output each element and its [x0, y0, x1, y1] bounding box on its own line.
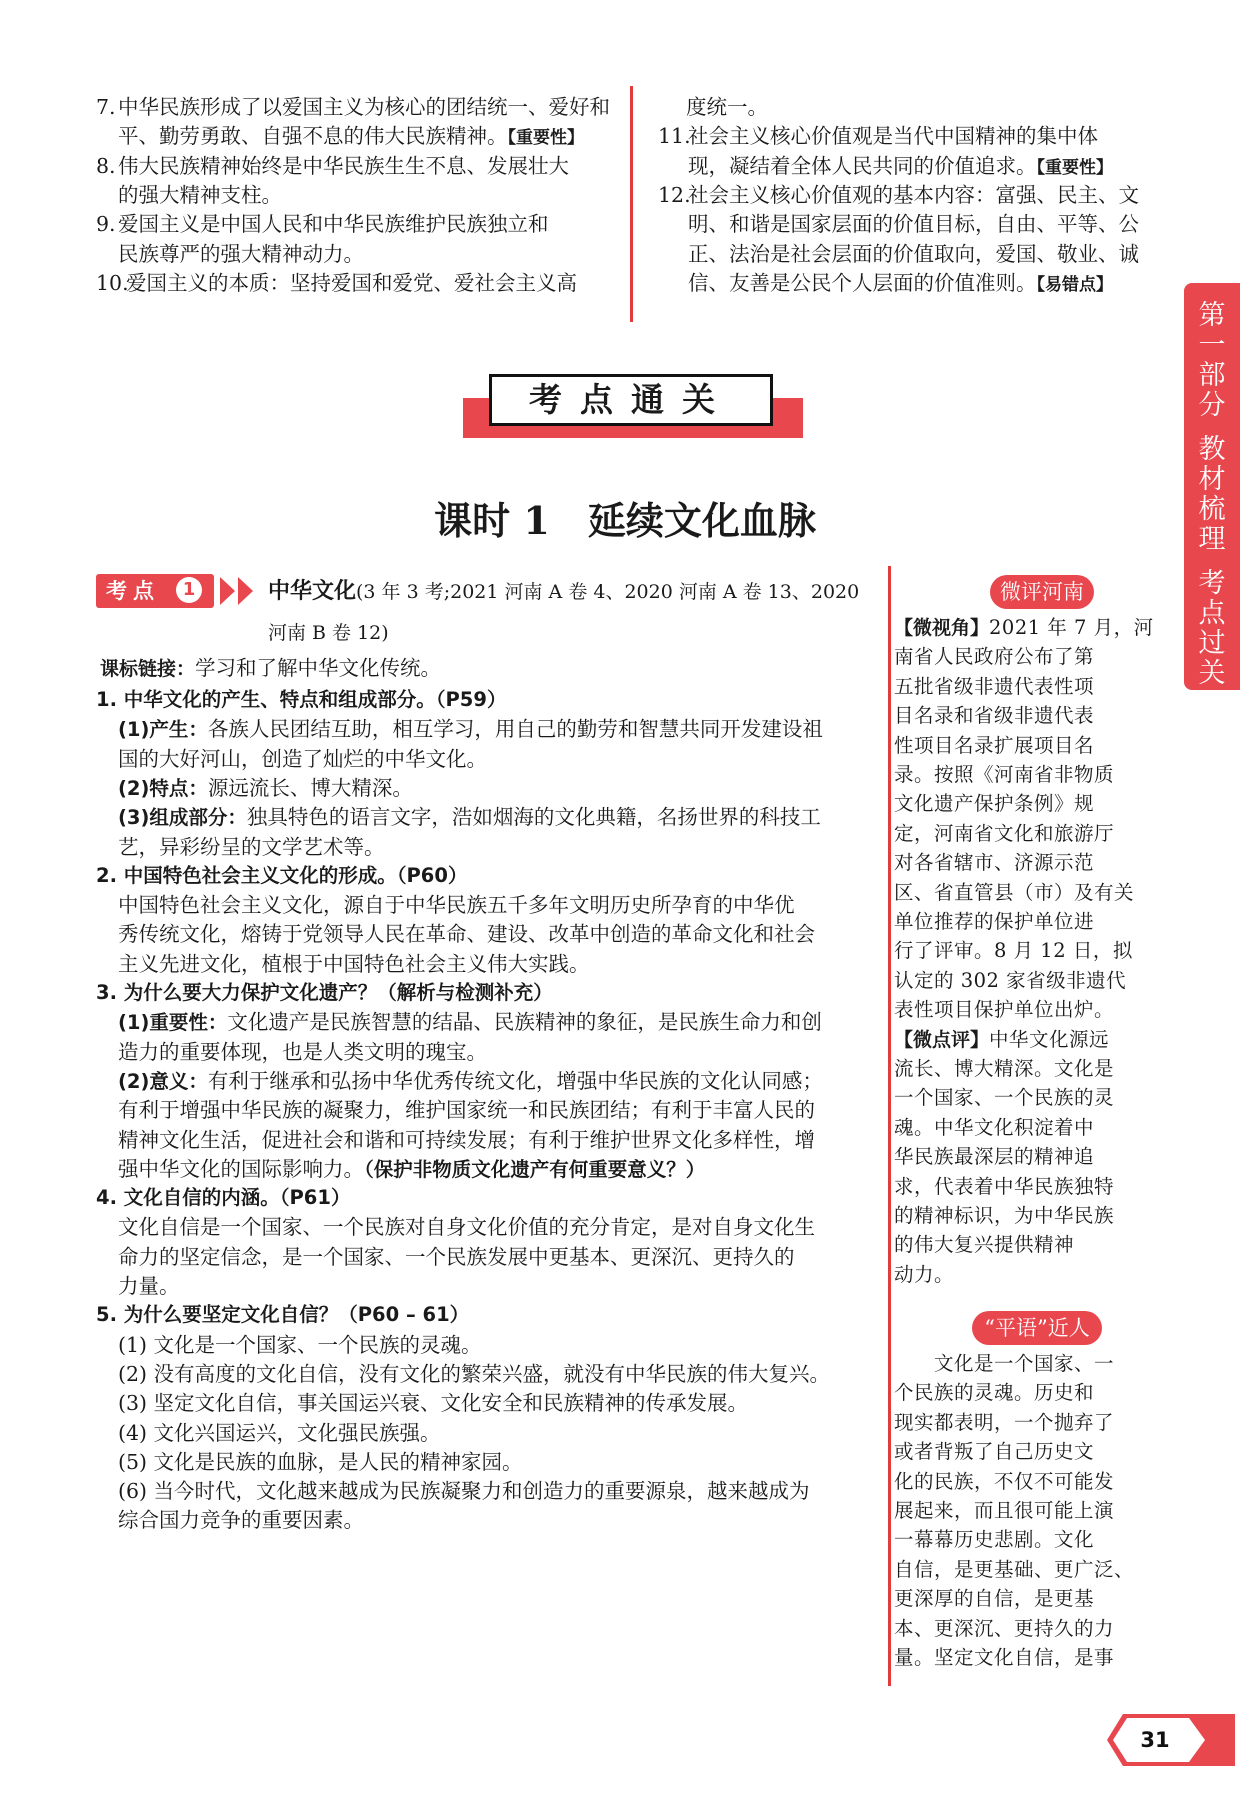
point-text: 有利于继承和弘扬中华优秀传统文化，增强中华民族的文化认同感； — [207, 1068, 823, 1093]
sidebar-line — [894, 995, 1170, 1024]
sidebar-text: 动力。 — [894, 1262, 955, 1286]
sidebar-quote-line: 量。坚定文化自信，是事 — [894, 1646, 1115, 1669]
sidebar-text: 定，河南省文化和旅游厅 — [894, 821, 1115, 845]
point-label: (1)重要性： — [118, 1011, 228, 1035]
top-right-line — [658, 266, 1113, 302]
kaodian-title: 中华文化 — [268, 579, 357, 604]
kaodian-source-cont: 河南 B 卷 12) — [268, 622, 389, 644]
item-text: 现，凝结着全体人民共同的价值追求。 — [688, 153, 1037, 178]
side-tab-char: 考 — [1198, 568, 1226, 599]
sidebar-quote-line: 化的民族，不仅不可能发 — [894, 1469, 1115, 1493]
sidebar-line — [894, 1113, 1170, 1142]
content-line: 命力的坚定信念，是一个国家、一个民族发展中更基本、更深沉、更持久的 — [118, 1244, 795, 1269]
sidebar-line — [894, 613, 1170, 643]
kaodian-number: 1 — [176, 577, 202, 603]
side-tab-char: 关 — [1198, 658, 1226, 689]
point-label: (3)组成部分： — [118, 806, 247, 830]
sidebar-quote-line: 文化是一个国家、一 — [894, 1352, 1115, 1375]
kaodian-heading — [268, 574, 859, 609]
sidebar-text: 华民族最深层的精神追 — [894, 1145, 1095, 1169]
point-label: (2)意义： — [118, 1069, 208, 1093]
sidebar-quote-line: 展起来，而且很可能上演 — [894, 1499, 1115, 1522]
sidebar-text: 对各省辖市、济源示范 — [894, 851, 1095, 875]
sidebar-text: 录。按照《河南省非物质 — [894, 763, 1115, 786]
sidebar-text: 南省人民政府公布了第 — [894, 645, 1095, 669]
item-text: 民族尊严的强大精神动力。 — [118, 241, 364, 266]
item-tag: 【易错点】 — [1036, 274, 1113, 295]
content-line: (1) 文化是一个国家、一个民族的灵魂。 — [118, 1332, 482, 1357]
content-line: (5) 文化是民族的血脉，是人民的精神家园。 — [118, 1449, 523, 1474]
side-tab-char: 材 — [1198, 464, 1226, 495]
sidebar-line — [894, 1260, 1170, 1289]
content-line: 艺，异彩纷呈的文学艺术等。 — [118, 834, 385, 859]
content-line: 精神文化生活，促进社会和谐和可持续发展；有利于维护世界文化多样性，增 — [118, 1127, 815, 1152]
item-text: 社会主义核心价值观是当代中国精神的集中体 — [688, 124, 1098, 149]
continuation-text: 度统一。 — [686, 95, 768, 119]
point-label: (2)特点： — [118, 776, 208, 800]
item-number: 8. — [96, 153, 116, 178]
side-tab-char: 理 — [1198, 524, 1226, 555]
content-line: 造力的重要体现，也是人类文明的瑰宝。 — [118, 1039, 487, 1064]
sidebar-text: 流长、博大精深。文化是 — [894, 1057, 1115, 1080]
kebiao-text: 学习和了解中华文化传统。 — [195, 656, 442, 680]
side-tab-char: 第 — [1198, 300, 1226, 331]
item-number: 7. — [96, 95, 116, 119]
extra-question: （保护非物质文化遗产有何重要意义？） — [364, 1157, 706, 1181]
item-text: 信、友善是公民个人层面的价值准则。 — [688, 270, 1037, 295]
sidebar-text: 目名录和省级非遗代表 — [894, 704, 1095, 728]
sidebar-text: 五批省级非遗代表性项 — [894, 674, 1095, 698]
sidebar-pill-pingyu: “平语”近人 — [972, 1311, 1102, 1345]
sidebar-quote-line: 本、更深沉、更持久的力 — [894, 1616, 1115, 1640]
sidebar-line — [894, 1230, 1170, 1259]
item-tag: 【重要性】 — [507, 128, 584, 149]
sidebar-line — [894, 1172, 1170, 1201]
sidebar-text: 行了评审。8 月 12 日，拟 — [894, 939, 1133, 963]
section-heading: 1. 中华文化的产生、特点和组成部分。（P59） — [96, 688, 507, 711]
sidebar-line — [894, 1054, 1170, 1083]
sidebar-line — [894, 848, 1170, 877]
item-text: 社会主义核心价值观的基本内容：富强、民主、文 — [688, 182, 1139, 207]
item-text: 平、勤劳勇敢、自强不息的伟大民族精神。 — [118, 124, 508, 149]
sidebar-text: 的精神标识，为中华民族 — [894, 1204, 1115, 1227]
content-line: 有利于增强中华民族的凝聚力，维护国家统一和民族团结；有利于丰富人民的 — [118, 1098, 815, 1123]
sidebar-divider — [888, 566, 891, 1686]
sidebar-line — [894, 672, 1170, 701]
sidebar-line — [894, 1025, 1170, 1055]
side-tab-char: 过 — [1198, 628, 1226, 659]
sidebar-text: 认定的 302 家省级非遗代 — [894, 968, 1127, 992]
sidebar-line — [894, 1142, 1170, 1171]
sidebar-text: 表性项目保护单位出炉。 — [894, 998, 1115, 1022]
sidebar-line — [894, 760, 1170, 789]
item-text: 中华民族形成了以爱国主义为核心的团结统一、爱好和 — [118, 95, 610, 119]
content-line: 文化自信是一个国家、一个民族对自身文化价值的充分肯定，是对自身文化生 — [118, 1215, 815, 1240]
side-tab-char: 分 — [1198, 390, 1226, 421]
sidebar-quote-line: 个民族的灵魂。历史和 — [894, 1381, 1095, 1405]
content-line: 秀传统文化，熔铸于党领导人民在革命、建设、改革中创造的革命文化和社会 — [118, 922, 815, 947]
sidebar-text: 性项目名录扩展项目名 — [894, 733, 1095, 757]
kaodian-source: (3 年 3 考;2021 河南 A 卷 4、2020 河南 A 卷 13、2020 — [356, 581, 860, 603]
sidebar-quote-line: 一幕幕历史悲剧。文化 — [894, 1528, 1095, 1552]
sidebar-line — [894, 819, 1170, 848]
banner-title: 考点通关 — [529, 380, 733, 419]
sidebar-bracket-label: 【微点评】 — [894, 1028, 990, 1051]
content-line: 综合国力竞争的重要因素。 — [118, 1508, 364, 1533]
content-line: 力量。 — [118, 1274, 180, 1298]
side-tab-char: 教 — [1198, 434, 1226, 465]
item-number: 12. — [658, 182, 691, 207]
sidebar-text: 文化遗产保护条例》规 — [894, 792, 1095, 816]
content-line: (3) 坚定文化自信，事关国运兴衰、文化安全和民族精神的传承发展。 — [118, 1391, 749, 1416]
content-line: (6) 当今时代，文化越来越成为民族凝聚力和创造力的重要源泉，越来越成为 — [118, 1479, 810, 1504]
sidebar-quote-line: 或者背叛了自己历史文 — [894, 1440, 1095, 1464]
item-tag: 【重要性】 — [1036, 157, 1113, 178]
kebiao-label: 课标链接： — [100, 658, 196, 680]
sidebar-line — [894, 936, 1170, 965]
point-label: (1)产生： — [118, 718, 208, 742]
item-number: 11. — [658, 124, 691, 149]
item-text: 正、法治是社会层面的价值取向，爱国、敬业、诚 — [688, 241, 1139, 266]
kebiao-link — [100, 651, 441, 686]
page-number: 31 — [1140, 1728, 1170, 1752]
section-heading: 4. 文化自信的内涵。（P61） — [96, 1186, 351, 1210]
sidebar-line — [894, 789, 1170, 818]
sidebar-line — [894, 701, 1170, 730]
sidebar-text: 2021 年 7 月，河 — [989, 616, 1154, 639]
sidebar-quote-line: 自信，是更基础、更广泛、 — [894, 1557, 1135, 1581]
sidebar-quote-line: 更深厚的自信，是更基 — [894, 1587, 1095, 1611]
side-tab-char: 点 — [1198, 598, 1226, 629]
point-text: 各族人民团结互助，相互学习，用自己的勤劳和智慧共同开发建设祖 — [207, 717, 823, 742]
sidebar-text: 魂。中华文化积淀着中 — [894, 1115, 1095, 1139]
lesson-title: 课时 1 延续文化血脉 — [434, 498, 816, 543]
item-number: 9. — [96, 212, 116, 237]
item-text: 爱国主义的本质：坚持爱国和爱党、爱社会主义高 — [126, 270, 577, 295]
sidebar-line — [894, 1201, 1170, 1230]
content-line: 国的大好河山，创造了灿烂的中华文化。 — [118, 746, 487, 771]
point-text: 源远流长、博大精深。 — [207, 775, 413, 800]
item-text: 明、和谐是国家层面的价值目标，自由、平等、公 — [688, 212, 1139, 237]
side-tab-char: 一 — [1198, 330, 1226, 361]
item-text: 爱国主义是中国人民和中华民族维护民族独立和 — [118, 212, 549, 237]
content-text: 强中华文化的国际影响力。 — [118, 1156, 364, 1181]
sidebar-quote-line: 现实都表明，一个抛弃了 — [894, 1410, 1115, 1434]
top-left-line — [96, 266, 577, 300]
sidebar-text: 求，代表着中华民族独特 — [894, 1174, 1115, 1198]
section-heading: 5. 为什么要坚定文化自信？（P60 – 61） — [96, 1303, 470, 1327]
content-line: (2) 没有高度的文化自信，没有文化的繁荣兴盛，就没有中华民族的伟大复兴。 — [118, 1361, 831, 1386]
kaodian-label: 考点 — [106, 579, 160, 603]
section-heading: 2. 中国特色社会主义文化的形成。（P60） — [96, 863, 468, 887]
double-arrow-icon — [218, 574, 260, 608]
sidebar-pill-weiping: 微评河南 — [990, 575, 1094, 609]
sidebar-text: 的伟大复兴提供精神 — [894, 1233, 1075, 1257]
content-line: 主义先进文化，植根于中国特色社会主义伟大实践。 — [118, 951, 590, 976]
column-divider — [630, 86, 633, 322]
item-text: 的强大精神支柱。 — [118, 182, 282, 207]
side-tab-char: 梳 — [1198, 494, 1226, 525]
sidebar-line — [894, 731, 1170, 760]
sidebar-line — [894, 907, 1170, 936]
point-text: 独具特色的语言文字，浩如烟海的文化典籍，名扬世界的科技工 — [246, 805, 821, 830]
sidebar-text: 一个国家、一个民族的灵 — [894, 1086, 1115, 1110]
sidebar-text: 单位推荐的保护单位进 — [894, 910, 1095, 933]
section-side-tab — [1184, 283, 1240, 690]
item-number: 10. — [96, 270, 129, 295]
sidebar-line — [894, 1083, 1170, 1112]
sidebar-text: 区、省直管县（市）及有关 — [894, 880, 1135, 904]
sidebar-line — [894, 878, 1170, 907]
sidebar-line — [894, 642, 1170, 671]
section-heading: 3. 为什么要大力保护文化遗产？（解析与检测补充） — [96, 981, 553, 1004]
point-text: 文化遗产是民族智慧的结晶、民族精神的象征，是民族生命力和创 — [227, 1010, 822, 1035]
item-text: 伟大民族精神始终是中华民族生生不息、发展壮大 — [118, 153, 569, 178]
content-line: (4) 文化兴国运兴，文化强民族强。 — [118, 1420, 441, 1445]
sidebar-line — [894, 966, 1170, 995]
side-tab-char: 部 — [1198, 360, 1226, 391]
content-line: 中国特色社会主义文化，源自于中华民族五千多年文明历史所孕育的中华优 — [118, 893, 795, 918]
sidebar-text: 中华文化源远 — [989, 1027, 1110, 1051]
sidebar-bracket-label: 【微视角】 — [894, 617, 990, 639]
